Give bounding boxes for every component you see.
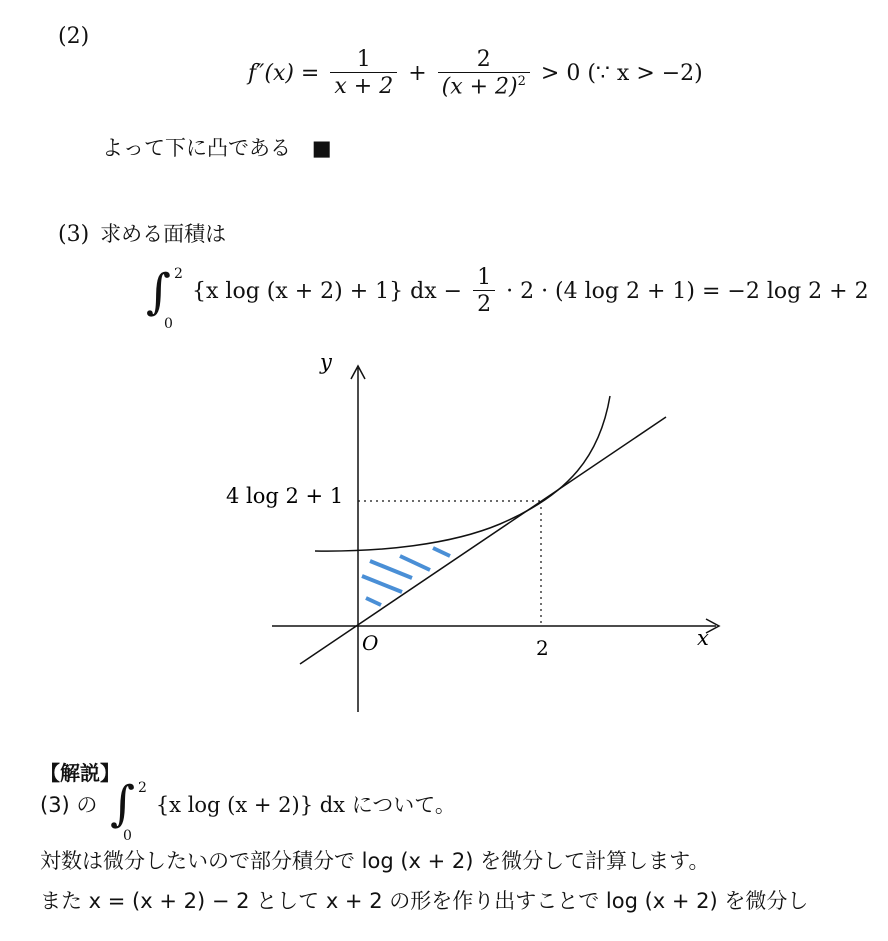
equation-lhs: f″(x) = — [248, 60, 320, 86]
explanation-line1 — [40, 776, 456, 846]
fraction-1-denominator: x + 2 — [330, 72, 397, 99]
part3-intro: 求める面積は — [100, 222, 227, 246]
hatch-stroke — [370, 561, 412, 578]
part3-label: (3) — [58, 222, 90, 247]
fraction-2-base: (x + 2) — [441, 74, 518, 100]
hatch-stroke — [366, 598, 381, 605]
line1-prefix: (3) の — [40, 793, 98, 817]
hatch-stroke — [400, 556, 430, 570]
fraction-1-numerator: 1 — [356, 47, 371, 73]
line1-expression: {x log (x + 2)} dx について。 — [155, 793, 456, 817]
integral-upper-limit: 2 — [174, 266, 183, 282]
hatch-stroke — [433, 548, 450, 556]
shaded-region-hatching — [362, 548, 450, 605]
integral-sign: ∫ — [146, 263, 172, 320]
integral-sign: ∫ — [110, 776, 136, 832]
fraction-2-numerator: 2 — [476, 47, 491, 72]
conclusion-text: よって下に凸である — [102, 136, 291, 160]
origin-label: O — [362, 631, 379, 655]
integral-lower-limit: 0 — [164, 316, 173, 332]
equation-rhs: > 0 (∵ x > −2) — [540, 60, 703, 86]
x-axis-label: x — [697, 626, 709, 650]
integral-upper-limit: 2 — [138, 780, 147, 796]
half-denominator: 2 — [473, 290, 495, 317]
function-curve — [315, 396, 610, 551]
integral-lower-limit: 0 — [123, 828, 132, 844]
part2-label: (2) — [58, 24, 90, 49]
x-tick-label: 2 — [536, 636, 549, 660]
explanation-heading: 【解説】 — [40, 761, 120, 785]
equation-rest: · 2 · (4 log 2 + 1) = −2 log 2 + 2 — [506, 279, 869, 305]
explanation-line3: また x = (x + 2) − 2 として x + 2 の形を作り出すことで log (x + 2) を微分し — [40, 889, 809, 913]
tangent-line — [300, 417, 666, 664]
fraction-2-exponent: 2 — [517, 74, 526, 90]
y-tick-label: 4 log 2 + 1 — [226, 484, 344, 508]
integrand: {x log (x + 2) + 1} dx − — [192, 279, 463, 305]
y-axis-label: y — [320, 350, 332, 374]
qed-mark: ■ — [311, 136, 332, 160]
explanation-line2: 対数は微分したいので部分積分で log (x + 2) を微分して計算します。 — [40, 849, 710, 873]
plus-sign: + — [408, 60, 427, 86]
hatch-stroke — [362, 576, 402, 592]
half-numerator: 1 — [477, 265, 492, 290]
